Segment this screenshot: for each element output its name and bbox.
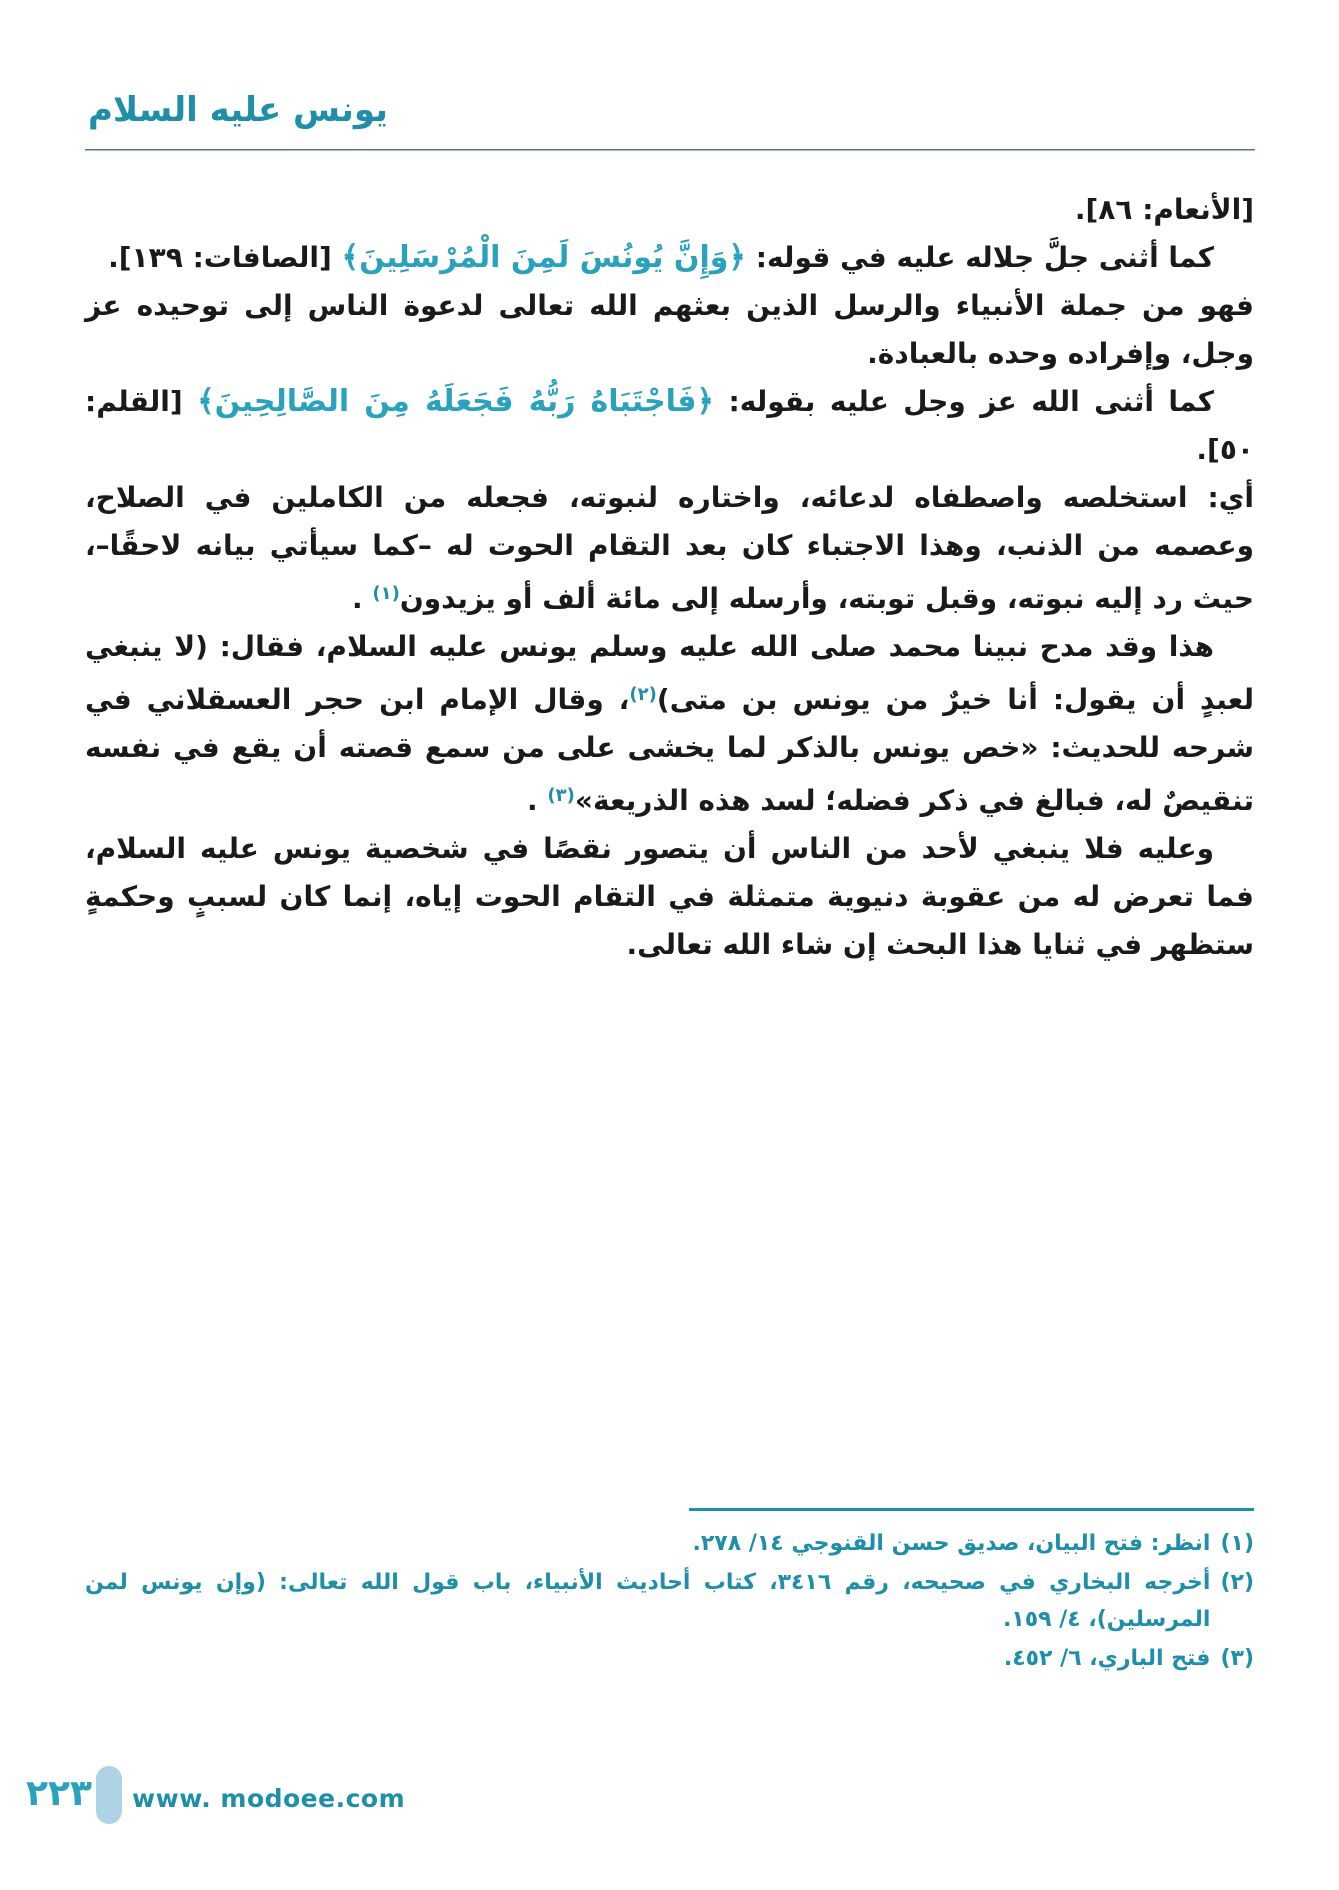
decorative-pill <box>96 1766 122 1824</box>
paragraph <box>85 825 1254 969</box>
footnote <box>85 1564 1254 1638</box>
paragraph <box>85 378 1254 474</box>
body-text-segment: فهو من جملة الأنبياء والرسل الذين بعثهم الله تعالى لدعوة الناس إلى توحيده عز وجل، وإفراده وحده بالعبادة. <box>85 289 1254 370</box>
paragraph <box>85 282 1254 378</box>
body-text-segment: هذا وقد مدح نبينا محمد صلى الله عليه وسلم يونس عليه السلام، فقال: (لا ينبغي لعبدٍ أن يقول: أنا خيرٌ من يونس بن متى) <box>85 630 1254 716</box>
body-text-segment: كما أثنى الله عز وجل عليه بقوله: <box>714 385 1214 418</box>
verse-reference: [الأنعام: ٨٦]. <box>1074 193 1254 226</box>
footnote-text: انظر: فتح البيان، صديق حسن القنوجي ١٤/ ٢٧٨. <box>692 1531 1211 1556</box>
footnote-divider <box>689 1508 1254 1511</box>
page-title: يونس عليه السلام <box>88 90 388 130</box>
website-url: www. modoee.com <box>132 1784 406 1813</box>
body-text-segment: وعليه فلا ينبغي لأحد من الناس أن يتصور نقصًا في شخصية يونس عليه السلام، فما تعرض له من عقوبة دنيوية متمثلة في التقام الحوت إياه، إنما كان لسببٍ وحكمةٍ ستظهر في ثنايا هذا البحث إن شاء الله تعالى. <box>85 832 1254 961</box>
footnote-number: (١) <box>1220 1531 1254 1556</box>
body-text-segment: . <box>352 582 373 615</box>
footnote-text: أخرجه البخاري في صحيحه، رقم ٣٤١٦، كتاب أحاديث الأنبياء، باب قول الله تعالى: (وإن يونس لمن المرسلين)، ٤/ ١٥٩. <box>85 1570 1211 1632</box>
verse-reference: [الصافات: ١٣٩]. <box>108 241 342 274</box>
body-text-segment: كما أثنى جلَّ جلاله عليه في قوله: <box>746 241 1214 274</box>
paragraph <box>85 186 1254 234</box>
footnote-text: فتح الباري، ٦/ ٤٥٢. <box>1003 1646 1211 1671</box>
footnote-marker-1: (١) <box>372 583 400 604</box>
header-divider <box>85 149 1255 151</box>
quran-verse: ﴿وَإِنَّ يُونُسَ لَمِنَ الْمُرْسَلِينَ﴾ <box>341 240 746 275</box>
footnote <box>85 1640 1254 1677</box>
footnote-number: (٣) <box>1220 1646 1254 1671</box>
main-text <box>85 186 1254 969</box>
footnote-marker-2: (٢) <box>629 684 657 705</box>
paragraph <box>85 474 1254 623</box>
footnote-marker-3: (٣) <box>547 785 575 806</box>
body-text-segment: . <box>527 784 548 817</box>
footnote <box>85 1525 1254 1562</box>
paragraph <box>85 234 1254 282</box>
body-text-segment: أي: استخلصه واصطفاه لدعائه، واختاره لنبوته، فجعله من الكاملين في الصلاح، وعصمه من الذنب، وهذا الاجتباء كان بعد التقام الحوت له –كما سيأتي بيانه لاحقًا–، حيث رد إليه نبوته، وقبل توبته، وأرسله إلى مائة ألف أو يزيدون <box>85 481 1254 615</box>
page-number: ٢٢٣ <box>26 1773 92 1814</box>
footnote-number: (٢) <box>1220 1570 1254 1595</box>
quran-verse: ﴿فَاجْتَبَاهُ رَبُّهُ فَجَعَلَهُ مِنَ الصَّالِحِينَ﴾ <box>197 384 715 419</box>
footnotes-section <box>85 1508 1254 1679</box>
body-text-segment: ، وقال الإمام ابن حجر العسقلاني في شرحه للحديث: «خص يونس بالذكر لما يخشى على من سمع قصته أن يقع في نفسه تنقيصٌ له، فبالغ في ذكر فضله؛ لسد هذه الذريعة» <box>85 683 1254 817</box>
paragraph <box>85 623 1254 825</box>
verse-reference: [القلم: ٥٠]. <box>85 385 1254 466</box>
